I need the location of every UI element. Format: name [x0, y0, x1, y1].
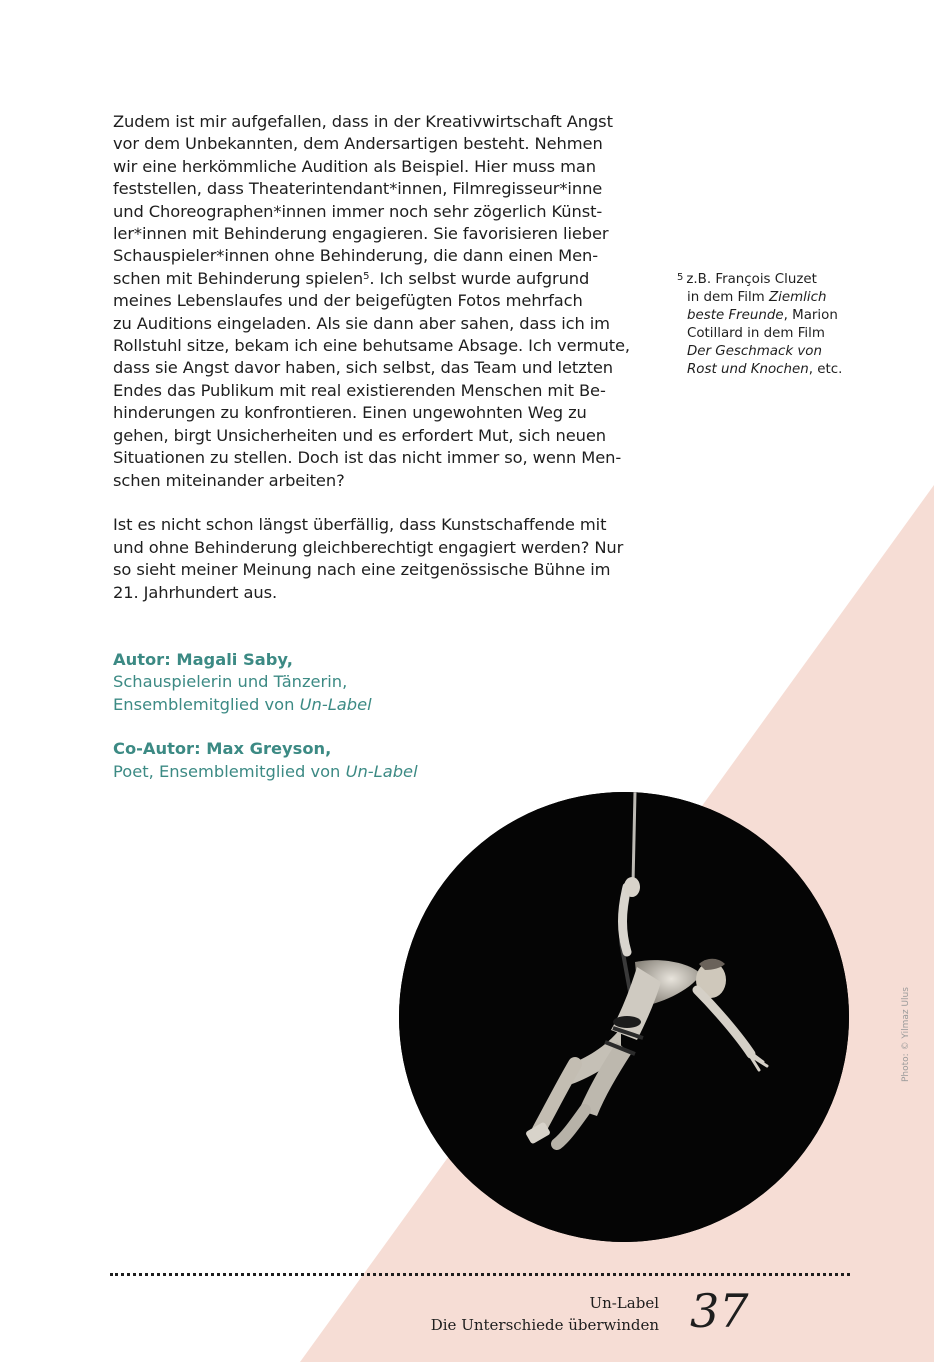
author-credits — [113, 649, 613, 783]
footer-divider — [110, 1273, 850, 1276]
footnote-line — [677, 307, 867, 325]
footnote-film-title: beste Freunde — [687, 308, 784, 323]
aerial-dancer-illustration — [399, 792, 849, 1242]
coauthor-credit — [113, 738, 613, 783]
footnote-number: 5 — [677, 272, 684, 283]
paragraph-1-end: . Ich selbst wurde aufgrund meines Lebenslaufes und der beigefügten Fotos mehrfach zu Auditions eingeladen. Als sie dann aber sahen, dass ich im Rollstuhl sitze, bekam ich eine behutsame Absage. Ich vermute, dass sie Angst davor haben, sich selbst, das Team und letzten Endes das Publikum mit real existierenden Menschen mit Be- hinderungen zu konfrontieren. Einen ungewohnten Weg zu gehen, birgt Unsicherheiten und es erfordert Mut, sich neuen Situationen zu stellen. Doch ist das nicht immer so, wenn Men- schen miteinander arbeiten? — [113, 268, 631, 490]
author-credit — [113, 649, 613, 716]
author-ensemble-text: Ensemblemitglied von — [113, 694, 300, 714]
footnote — [677, 271, 867, 379]
paragraph-2: Ist es nicht schon längst überfällig, dass Kunstschaffende mit und ohne Behinderung gleichberechtigt engagiert werden? Nur so sieht meiner Meinung nach eine zeitgenössische Bühne im 21. Jahrhundert aus. — [113, 515, 624, 602]
coauthor-role — [113, 761, 613, 783]
footnote-line — [677, 289, 867, 307]
coauthor-role-text: Poet, Ensemblemitglied von — [113, 761, 346, 781]
author-ensemble — [113, 694, 613, 716]
ensemble-name: Un-Label — [345, 761, 418, 781]
ensemble-name: Un-Label — [299, 694, 372, 714]
page-number: 37 — [690, 1284, 749, 1338]
footer-line-1: Un-Label — [589, 1294, 659, 1312]
photo-credit: Photo: © Yilmaz Ulus — [901, 987, 911, 1082]
footnote-text: z.B. François Cluzet — [686, 272, 817, 287]
author-name: Autor: Magali Saby, — [113, 650, 293, 669]
footnote-line — [677, 271, 867, 289]
footnote-text: , Marion — [783, 308, 838, 323]
paragraph-1-start: Zudem ist mir aufgefallen, dass in der Kreativwirtschaft Angst vor dem Unbekannten, dem Andersartigen besteht. Nehmen wir eine herkömmliche Audition als Beispiel. Hier muss man feststellen, dass Theaterintendant*innen, Filmregisseur*inne und Choreographen*innen immer noch sehr zögerlich Künst- ler*innen mit Behinderung engagieren. Sie favorisieren lieber Schauspieler*innen ohne Behinderung, die dann einen Men- schen mit Behinderung spielen — [113, 112, 613, 288]
author-role: Schauspielerin und Tänzerin, — [113, 672, 348, 692]
footnote-text: , etc. — [808, 362, 843, 377]
coauthor-name: Co-Autor: Max Greyson, — [113, 739, 332, 759]
footnote-line — [677, 361, 867, 379]
article-body — [113, 111, 669, 604]
footnote-text: in dem Film — [687, 290, 769, 305]
footnote-reference: 5 — [363, 270, 370, 282]
footnote-film-title: Rost und Knochen — [687, 362, 809, 377]
footnote-film-title: Ziemlich — [768, 290, 827, 305]
footnote-line — [677, 343, 867, 361]
paragraph-1 — [113, 111, 669, 492]
footer-line-2: Die Unterschiede überwinden — [430, 1316, 659, 1334]
footnote-film-title: Der Geschmack von — [687, 344, 822, 359]
footer-publication-title — [431, 1292, 659, 1336]
performer-photo — [399, 792, 849, 1242]
footnote-line: Cotillard in dem Film — [687, 326, 825, 341]
